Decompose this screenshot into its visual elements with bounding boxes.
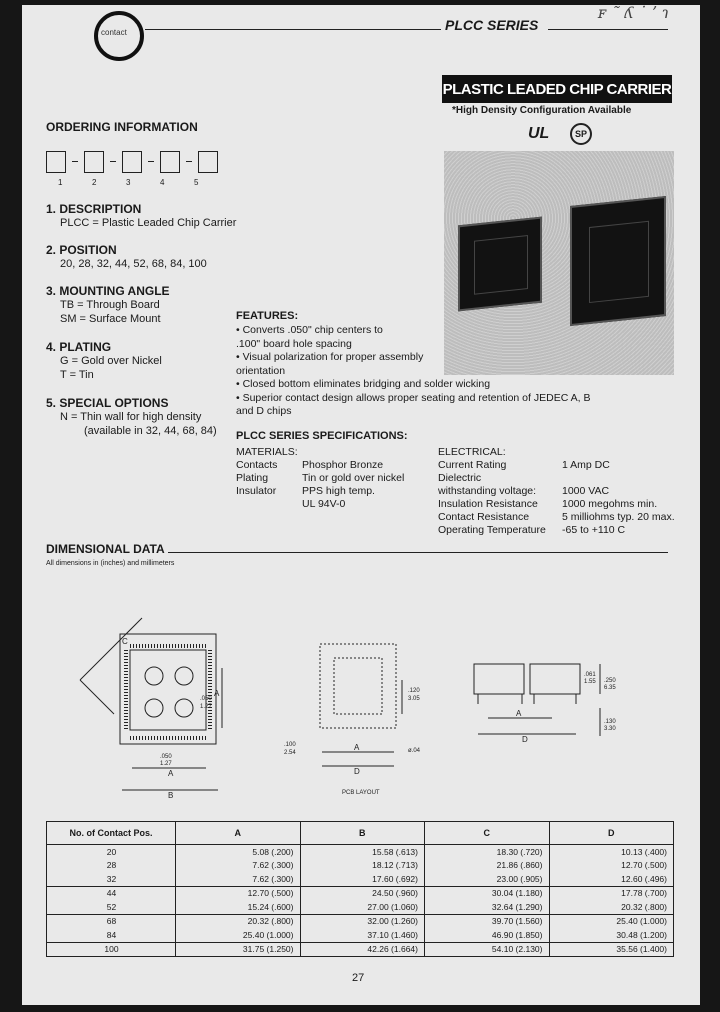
electrical-block [438, 446, 685, 537]
chip-carrier-large [570, 196, 666, 326]
product-banner: PLASTIC LEADED CHIP CARRIER [442, 75, 672, 103]
table-cell: 10.13 (.400) [549, 845, 674, 859]
pcb-label-d: D [354, 767, 360, 776]
material-row [236, 485, 414, 498]
ul-logo: UL [528, 125, 550, 142]
table-cell: 20 [47, 845, 176, 859]
table-cell: 20.32 (.800) [549, 900, 674, 914]
order-code-boxes [46, 151, 218, 173]
section-title: 4. PLATING [46, 340, 112, 354]
material-value: Tin or gold over nickel [302, 472, 405, 484]
electrical-key: withstanding voltage: [438, 485, 537, 497]
electrical-key: Contact Resistance [438, 511, 530, 523]
table-cell: 12.60 (.496) [549, 872, 674, 886]
table-cell: 84 [47, 928, 176, 942]
socket-hole [145, 667, 163, 685]
dimensional-title: DIMENSIONAL DATA [46, 542, 165, 556]
chip-carrier-small [458, 217, 542, 312]
box-number: 3 [126, 178, 131, 187]
table-cell: 18.30 (.720) [425, 845, 550, 859]
section-position [46, 243, 207, 271]
table-cell: 39.70 (1.560) [425, 914, 550, 928]
section-line: SM = Surface Mount [60, 313, 161, 325]
section-line: N = Thin wall for high density [60, 411, 202, 423]
order-dash [148, 161, 154, 173]
pcb-label-120: .120 [408, 688, 420, 694]
material-value: PPS high temp. [302, 485, 375, 497]
table-cell: 44 [47, 886, 176, 900]
table-cell: 21.86 (.860) [425, 859, 550, 873]
electrical-row [438, 498, 685, 511]
table-cell: 12.70 (.500) [549, 859, 674, 873]
socket-side-view [474, 664, 600, 736]
side-label-130: .130 [604, 719, 616, 725]
electrical-table [438, 459, 685, 537]
table-cell: 28 [47, 859, 176, 873]
pcb-label-hole: ø.04 [408, 748, 421, 754]
table-cell: 7.62 (.300) [176, 872, 301, 886]
electrical-row [438, 472, 685, 485]
side-label-061: .061 [584, 672, 596, 678]
electrical-value: 1000 megohms min. [562, 498, 658, 510]
datasheet-page [22, 5, 700, 1005]
feature-item: • Visual polarization for proper assembly orientation [236, 351, 426, 378]
dim-label-127: 1.27 [200, 704, 212, 710]
box-number: 5 [194, 178, 199, 187]
section-title: 5. SPECIAL OPTIONS [46, 396, 169, 410]
section-special-options [46, 396, 217, 438]
material-row [236, 498, 414, 511]
table-cell: 30.48 (1.200) [549, 928, 674, 942]
side-label-155: 1.55 [584, 679, 596, 685]
material-row [236, 459, 414, 472]
dim-label-c: C [122, 637, 128, 646]
table-cell: 52 [47, 900, 176, 914]
order-box [198, 151, 218, 173]
table-cell: 5.08 (.200) [176, 845, 301, 859]
table-row [47, 886, 674, 900]
material-key: Insulator [236, 485, 277, 497]
feature-item: • Closed bottom eliminates bridging and solder wicking [236, 378, 496, 392]
high-density-note: *High Density Configuration Available [452, 105, 632, 116]
section-line: G = Gold over Nickel [60, 355, 162, 367]
table-cell: 54.10 (2.130) [425, 942, 550, 957]
table-cell: 18.12 (.713) [300, 859, 425, 873]
box-number: 1 [58, 178, 63, 187]
socket-hole [145, 699, 163, 717]
materials-block [236, 446, 414, 511]
material-row [236, 472, 414, 485]
contact-logo [94, 11, 144, 61]
pcb-layout [320, 644, 402, 766]
electrical-title: ELECTRICAL: [438, 446, 506, 458]
table-cell: 7.62 (.300) [176, 859, 301, 873]
section-line: 20, 28, 32, 44, 52, 68, 84, 100 [60, 258, 207, 270]
box-number: 4 [160, 178, 165, 187]
socket-hole [175, 699, 193, 717]
table-cell: 37.10 (1.460) [300, 928, 425, 942]
electrical-row [438, 485, 685, 498]
handwritten-note: ꜰ ˜ ʎ ˙ ʼ ɿ [598, 3, 670, 22]
side-body-right [530, 664, 580, 694]
section-title: 3. MOUNTING ANGLE [46, 284, 170, 298]
dimensional-rule [168, 552, 668, 553]
side-label-330: 3.30 [604, 726, 616, 732]
section-plating [46, 340, 162, 382]
dimensions-table [46, 821, 674, 957]
table-row [47, 872, 674, 886]
header-rule [145, 29, 441, 30]
table-row [47, 900, 674, 914]
table-cell: 100 [47, 942, 176, 957]
side-body-left [474, 664, 524, 694]
electrical-value: 5 milliohms typ. 20 max. [562, 511, 675, 523]
dim-c-ext [80, 680, 114, 714]
electrical-row [438, 459, 685, 472]
material-value: Phosphor Bronze [302, 459, 384, 471]
material-key: Plating [236, 472, 269, 484]
table-row [47, 942, 674, 957]
material-key [236, 498, 302, 511]
specs-title: PLCC SERIES SPECIFICATIONS: [236, 430, 408, 442]
dim-label-050-bottom: .050 [160, 754, 172, 760]
table-cell: 23.00 (.905) [425, 872, 550, 886]
electrical-row [438, 524, 685, 537]
table-cell: 15.58 (.613) [300, 845, 425, 859]
table-cell: 27.00 (1.060) [300, 900, 425, 914]
pcb-label-a: A [354, 743, 360, 752]
pcb-inner-array [334, 658, 382, 714]
table-cell: 32.00 (1.260) [300, 914, 425, 928]
table-cell: 17.60 (.692) [300, 872, 425, 886]
features-block [236, 310, 591, 419]
electrical-value: 1 Amp DC [562, 459, 610, 471]
table-cell: 42.26 (1.664) [300, 942, 425, 957]
socket-body [130, 650, 206, 730]
electrical-key: Dielectric [438, 472, 482, 484]
dimensional-subtitle: All dimensions in (inches) and millimeters [46, 560, 175, 567]
table-header-cell: C [425, 822, 550, 845]
logo-text: contact [101, 28, 127, 37]
ordering-title: ORDERING INFORMATION [46, 120, 198, 134]
table-cell: 32.64 (1.290) [425, 900, 550, 914]
pcb-label-100: .100 [284, 742, 296, 748]
pcb-layout-label: PCB LAYOUT [342, 790, 380, 796]
material-value: UL 94V-0 [302, 498, 346, 510]
table-cell: 20.32 (.800) [176, 914, 301, 928]
electrical-value [562, 472, 685, 485]
dim-label-127-bottom: 1.27 [160, 761, 172, 767]
table-cell: 25.40 (1.000) [176, 928, 301, 942]
dim-label-b: B [168, 791, 174, 800]
table-cell: 25.40 (1.000) [549, 914, 674, 928]
table-row [47, 845, 674, 859]
features-title: FEATURES: [236, 310, 299, 322]
page-number: 27 [352, 972, 365, 984]
table-cell: 68 [47, 914, 176, 928]
electrical-key: Current Rating [438, 459, 507, 471]
materials-title: MATERIALS: [236, 446, 298, 458]
table-header-row [47, 822, 674, 845]
table-cell: 15.24 (.600) [176, 900, 301, 914]
section-title: 2. POSITION [46, 243, 117, 257]
electrical-value: -65 to +110 C [562, 524, 626, 536]
table-row [47, 928, 674, 942]
section-title: 1. DESCRIPTION [46, 202, 142, 216]
table-cell: 35.56 (1.400) [549, 942, 674, 957]
table-cell: 31.75 (1.250) [176, 942, 301, 957]
feature-item: • Superior contact design allows proper seating and retention of JEDEC A, B and D chips [236, 392, 596, 419]
header-rule-right [548, 29, 668, 30]
electrical-value: 1000 VAC [562, 485, 610, 497]
box-number: 2 [92, 178, 97, 187]
table-row [47, 914, 674, 928]
dim-label-a: A [168, 769, 174, 778]
dim-label-050: .050 [200, 696, 212, 702]
order-box [84, 151, 104, 173]
side-label-a: A [516, 709, 522, 718]
table-header-cell: No. of Contact Pos. [47, 822, 176, 845]
features-list [236, 324, 591, 419]
specifications-block [236, 430, 408, 442]
side-label-635: 6.35 [604, 685, 616, 691]
feature-item: • Converts .050" chip centers to .100" board hole spacing [236, 324, 406, 351]
series-title: PLCC SERIES [445, 17, 539, 33]
section-line: PLCC = Plastic Leaded Chip Carrier [60, 217, 237, 229]
table-cell: 46.90 (1.850) [425, 928, 550, 942]
section-mounting-angle [46, 284, 170, 326]
csa-logo: SP [570, 123, 592, 145]
table-header-cell: D [549, 822, 674, 845]
order-box [46, 151, 66, 173]
dim-c-line [80, 618, 142, 680]
section-line: (available in 32, 44, 68, 84) [84, 425, 217, 437]
pcb-label-254: 2.54 [284, 750, 296, 756]
order-box [122, 151, 142, 173]
materials-table [236, 459, 414, 511]
table-header-cell: B [300, 822, 425, 845]
section-line: TB = Through Board [60, 299, 160, 311]
side-label-250: .250 [604, 678, 616, 684]
electrical-row [438, 511, 685, 524]
dim-label-a-vertical: A [214, 689, 220, 698]
order-box [160, 151, 180, 173]
electrical-key: Operating Temperature [438, 524, 546, 536]
table-cell: 32 [47, 872, 176, 886]
order-dash [72, 161, 78, 173]
electrical-key: Insulation Resistance [438, 498, 538, 510]
order-dash [110, 161, 116, 173]
order-dash [186, 161, 192, 173]
dimensional-drawings [22, 580, 700, 810]
material-key: Contacts [236, 459, 278, 471]
table-header-cell: A [176, 822, 301, 845]
section-line: T = Tin [60, 369, 94, 381]
section-description [46, 202, 236, 230]
side-label-d: D [522, 735, 528, 744]
table-cell: 30.04 (1.180) [425, 886, 550, 900]
pcb-hole-array [320, 644, 396, 728]
table-cell: 17.78 (.700) [549, 886, 674, 900]
table-row [47, 859, 674, 873]
table-cell: 12.70 (.500) [176, 886, 301, 900]
pcb-label-305: 3.05 [408, 696, 420, 702]
table-cell: 24.50 (.960) [300, 886, 425, 900]
socket-hole [175, 667, 193, 685]
order-box-numbers [46, 178, 216, 187]
